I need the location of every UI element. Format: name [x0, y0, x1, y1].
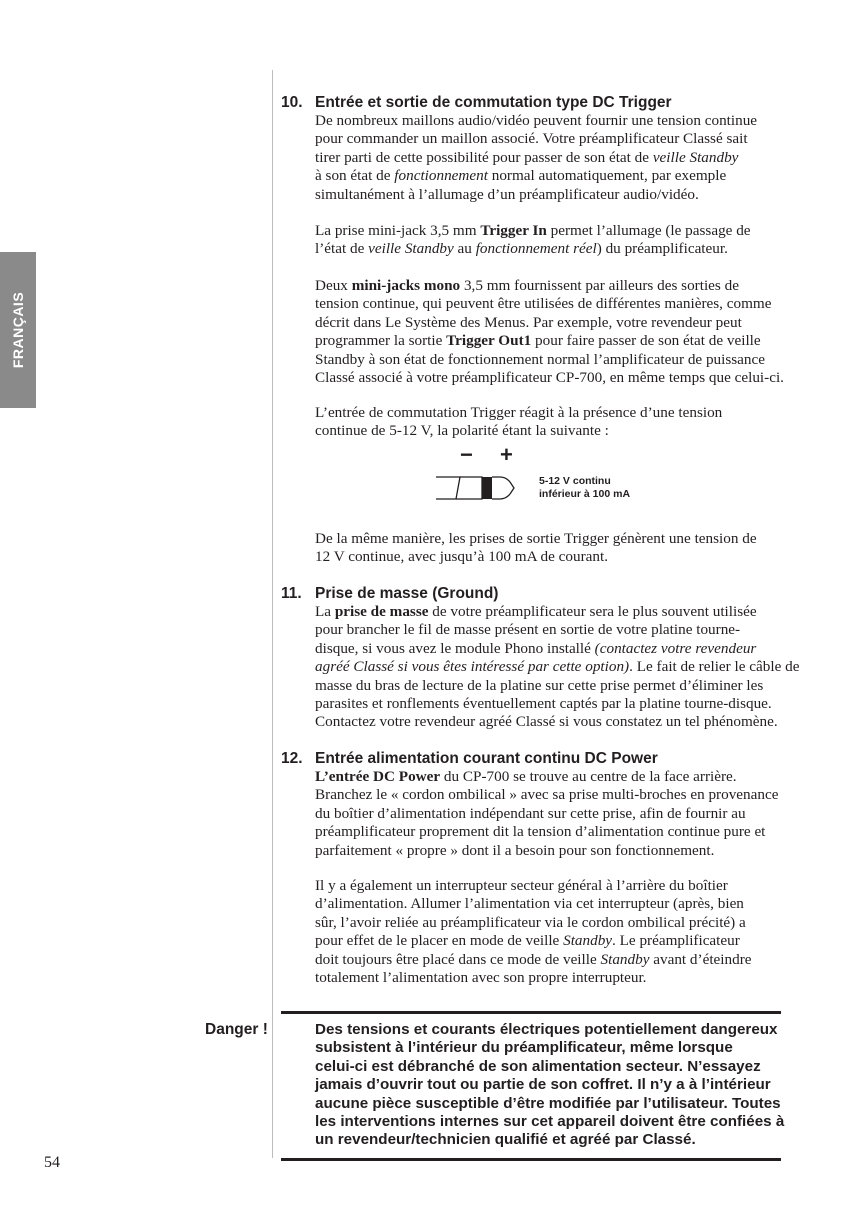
- section-number: 12.: [281, 750, 303, 767]
- section-12-paragraph-1: L’entrée DC Power du CP-700 se trouve au centre de la face arrière. Branchez le « cordon ombilical » avec sa prise multi-broches en provenance du boîtier d’alimentation indépendant sur cette prise, afin de fournir au préamplificateur proprement dit la tension d’alimentation continue pure et parfaitement « propre » dont il a besoin pour son fonctionnement.: [315, 768, 779, 859]
- trigger-polarity-diagram: [434, 444, 664, 510]
- section-10-paragraph-2: La prise mini-jack 3,5 mm Trigger In permet l’allumage (le passage de l’état de veille Standby au fonctionnement réel) du préamplificateur.: [315, 222, 751, 258]
- danger-warning-text: Des tensions et courants électriques potentiellement dangereux subsistent à l’intérieur du préamplificateur, même lorsque celui-ci est débranché de son alimentation secteur. N’essayez jamais d’ouvrir tout ou partie de son coffret. Il n’y a à l’intérieur aucune pièce susceptible d’être modifiée par l’utilisateur. Toutes les interventions internes sur cet appareil doivent être confiées à un revendeur/technicien qualifié et agréé par Classé.: [315, 1021, 785, 1149]
- section-12-heading: [281, 750, 658, 768]
- mini-jack-plug-icon: [434, 444, 534, 510]
- section-10-paragraph-3: Deux mini-jacks mono 3,5 mm fournissent par ailleurs des sorties de tension continue, qui peuvent être utilisées de différentes manières, comme décrit dans Le Système des Menus. Par exemple, votre revendeur peut programmer la sortie Trigger Out1 pour faire passer de son état de veille Standby à son état de fonctionnement normal l’amplificateur de puissance Classé associé à votre préamplificateur CP-700, en même temps que celui-ci.: [315, 277, 784, 387]
- section-10-heading: [281, 94, 672, 112]
- section-number: 11.: [281, 585, 302, 602]
- section-10-paragraph-1: De nombreux maillons audio/vidéo peuvent fournir une tension continue pour commander un maillon associé. Votre préamplificateur Classé sait tirer parti de cette possibilité pour passer de son état de veille Standby à son état de fonctionnement normal automatiquement, par exemple simultanément à l’allumage d’un préamplificateur audio/vidéo.: [315, 112, 758, 203]
- language-tab-label: FRANÇAIS: [10, 291, 26, 369]
- minus-sign: −: [460, 442, 473, 467]
- danger-top-rule: [281, 1011, 781, 1014]
- section-title: Entrée et sortie de commutation type DC Trigger: [315, 94, 672, 111]
- danger-bottom-rule: [281, 1158, 781, 1161]
- danger-label: Danger !: [205, 1021, 268, 1038]
- section-10-paragraph-5: De la même manière, les prises de sortie Trigger génèrent une tension de 12 V continue, avec jusqu’à 100 mA de courant.: [315, 530, 757, 566]
- language-tab: [0, 252, 36, 408]
- voltage-label: 5-12 V continu inférieur à 100 mA: [539, 475, 631, 500]
- section-10-paragraph-4: L’entrée de commutation Trigger réagit à la présence d’une tension continue de 5-12 V, la polarité étant la suivante :: [315, 404, 723, 440]
- plus-sign: +: [500, 442, 513, 467]
- section-title: Prise de masse (Ground): [315, 585, 499, 602]
- margin-rule: [272, 70, 273, 1158]
- section-12-paragraph-2: Il y a également un interrupteur secteur général à l’arrière du boîtier d’alimentation. Allumer l’alimentation via cet interrupteur (après, bien sûr, l’avoir reliée au préamplificateur via le cordon ombilical précité) a pour effet de le placer en mode de veille Standby. Le préamplificateur doit toujours être placé dans ce mode de veille Standby avant d’éteindre totalement l’alimentation avec son propre interrupteur.: [315, 877, 752, 987]
- section-number: 10.: [281, 94, 303, 111]
- section-11-heading: [281, 585, 498, 603]
- section-11-paragraph-1: La prise de masse de votre préamplificateur sera le plus souvent utilisée pour brancher le fil de masse présent en sortie de votre platine tourne- disque, si vous avez le module Phono installé (contactez votre revendeur agréé Classé si vous êtes intéressé par cette option). Le fait de relier le câble de masse du bras de lecture de la platine sur cette prise permet d’éliminer les parasites et ronflements éventuellement captés par la platine tourne-disque. Contactez votre revendeur agréé Classé si vous constatez un tel phénomène.: [315, 603, 800, 731]
- page-number: 54: [44, 1154, 60, 1171]
- section-title: Entrée alimentation courant continu DC Power: [315, 750, 658, 767]
